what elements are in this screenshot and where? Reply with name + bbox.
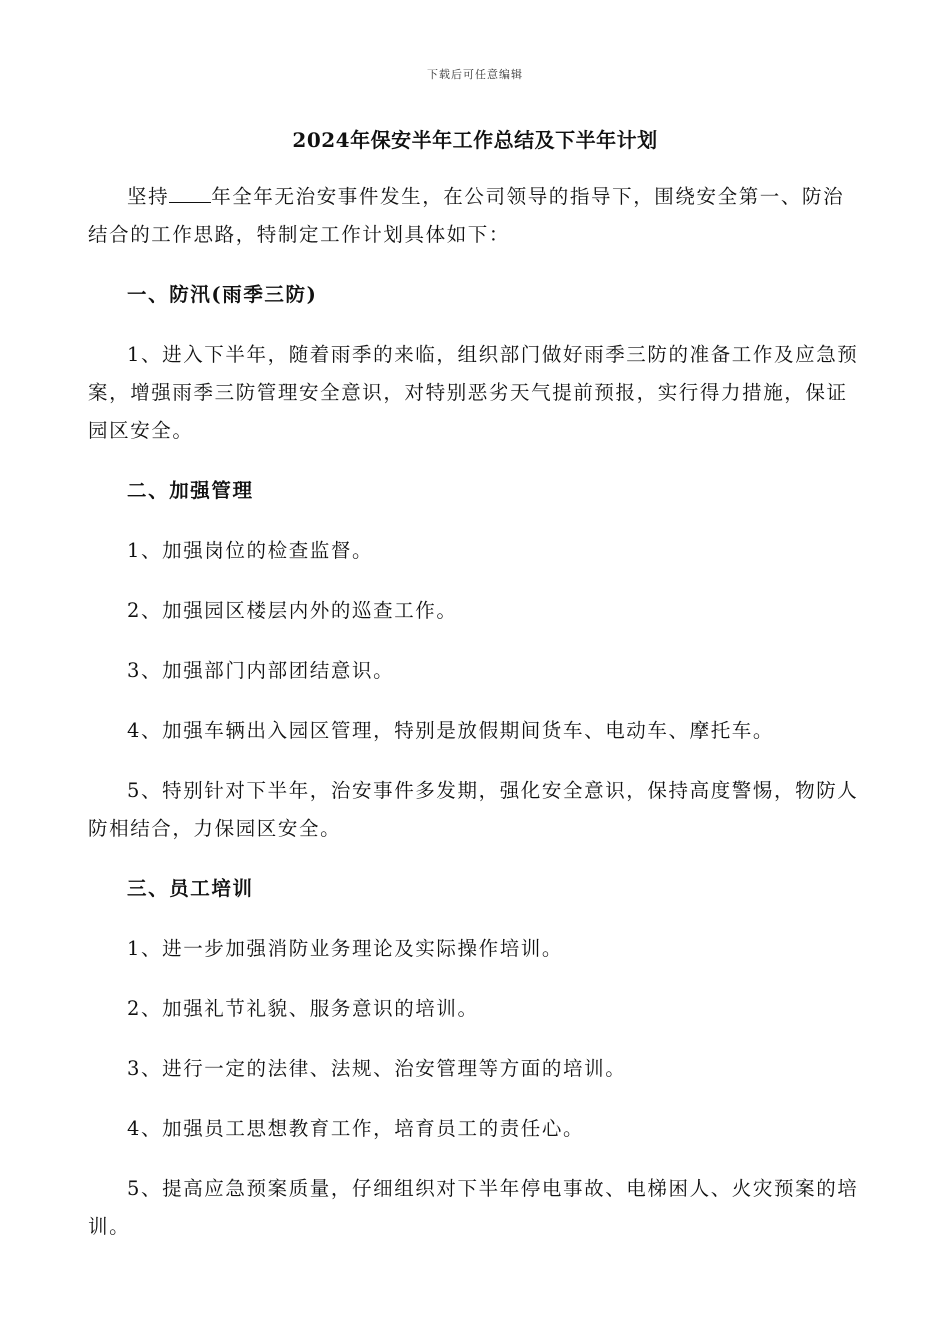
list-item: 1、加强岗位的检查监督。 [127, 539, 374, 562]
header-note: 下载后可任意编辑 [427, 68, 523, 81]
intro-text-end: 年全年无治安事件发生，在公司领导的指导下，围绕安全第一、防治结合的工作思路，特制定工作计划具体如下： [88, 185, 845, 246]
list-item: 4、加强车辆出入园区管理，特别是放假期间货车、电动车、摩托车。 [127, 719, 775, 742]
list-item: 3、加强部门内部团结意识。 [127, 659, 395, 682]
list-item: 3、进行一定的法律、法规、治安管理等方面的培训。 [127, 1057, 627, 1080]
document-body [88, 178, 863, 1268]
list-item: 1、进入下半年，随着雨季的来临，组织部门做好雨季三防的准备工作及应急预案，增强雨季三防管理安全意识，对特别恶劣天气提前预报，实行得力措施，保证园区安全。 [88, 343, 859, 442]
list-item: 5、特别针对下半年，治安事件多发期，强化安全意识，保持高度警惕，物防人防相结合，力保园区安全。 [88, 779, 859, 840]
list-item: 2、加强园区楼层内外的巡查工作。 [127, 599, 458, 622]
list-item: 4、加强员工思想教育工作，培育员工的责任心。 [127, 1117, 585, 1140]
list-item: 2、加强礼节礼貌、服务意识的培训。 [127, 997, 479, 1020]
intro-paragraph [88, 178, 863, 254]
section-heading-flood: 一、防汛(雨季三防) [127, 283, 318, 306]
section-heading-training: 三、员工培训 [127, 877, 254, 900]
intro-text-start: 坚持 [127, 185, 170, 208]
fill-in-blank [169, 184, 211, 203]
document-title: 2024年保安半年工作总结及下半年计划 [292, 128, 658, 152]
section-heading-management: 二、加强管理 [127, 479, 254, 502]
list-item: 1、进一步加强消防业务理论及实际操作培训。 [127, 937, 564, 960]
list-item: 5、提高应急预案质量，仔细组织对下半年停电事故、电梯困人、火灾预案的培训。 [88, 1177, 859, 1238]
